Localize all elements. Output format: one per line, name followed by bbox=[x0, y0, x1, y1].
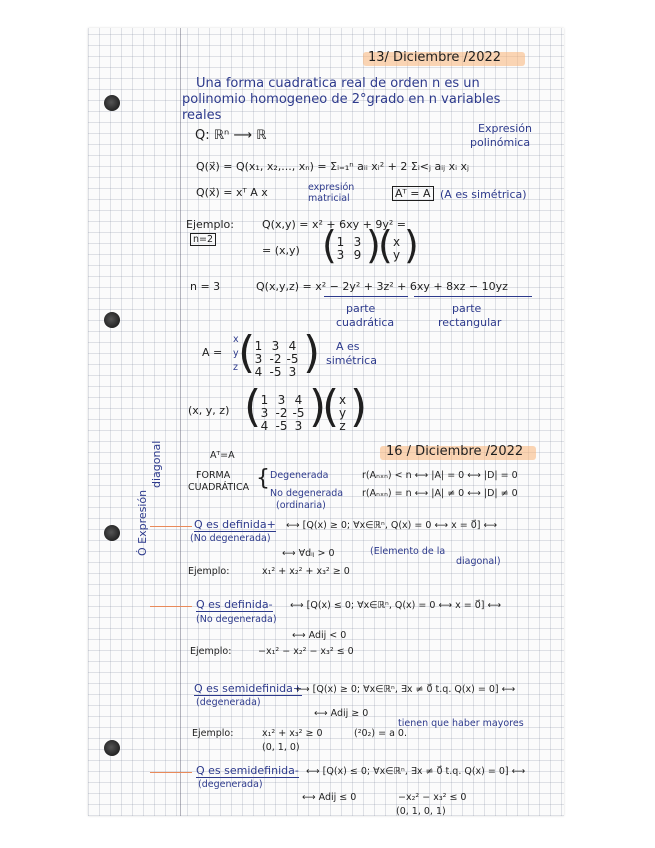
matrix-paren: ( bbox=[322, 223, 337, 267]
matrix-cell: 3 bbox=[336, 248, 345, 262]
vector-paren: ) bbox=[404, 223, 419, 267]
sum-formula: Q(x⃗) = Q(x₁, x₂,..., xₙ) = Σᵢ₌₁ⁿ aᵢᵢ xᵢ² + 2 Σᵢ<ⱼ aᵢⱼ xᵢ xⱼ bbox=[196, 160, 469, 173]
matrix-paren: ) bbox=[366, 223, 381, 267]
matrix-cell: 3 bbox=[260, 406, 269, 420]
label-expresion: Expresión bbox=[478, 122, 532, 135]
no-degenerada-condition: r(Aₙₓₙ) = n ⟷ |A| ≠ 0 ⟷ |D| ≠ 0 bbox=[362, 488, 518, 499]
pos-semidef-label: Q es semidefinida+ bbox=[194, 682, 303, 695]
pos-semidef-condition: ⟷ [Q(x) ≥ 0; ∀x∈ℝⁿ, ∃x ≠ 0⃗ t.q. Q(x) = 0] ⟷ bbox=[296, 684, 516, 695]
matrix-cell: -5 bbox=[269, 365, 282, 379]
matrix-cell: 1 bbox=[260, 393, 269, 407]
neg-def-adij: ⟷ Adij < 0 bbox=[292, 630, 347, 641]
date-heading: 16 / Diciembre /2022 bbox=[386, 444, 524, 459]
pos-def-condition: ⟷ [Q(x) ≥ 0; ∀x∈ℝⁿ, Q(x) = 0 ⟷ x = 0⃗] ⟷ bbox=[286, 520, 498, 531]
example1-vector bbox=[388, 236, 405, 262]
vector-cell: y bbox=[392, 248, 401, 262]
pos-semidef-example-sub: (0, 1, 0) bbox=[262, 742, 300, 753]
neg-semidef-label: Q es semidefinida- bbox=[196, 764, 299, 777]
pos-def-example: x₁² + x₂² + x₃² ≥ 0 bbox=[262, 566, 350, 577]
date-heading: 13/ Diciembre /2022 bbox=[368, 50, 502, 65]
vertical-note: Ó Expresión bbox=[136, 489, 149, 556]
pos-semidef-adij: ⟷ Adij ≥ 0 bbox=[314, 708, 369, 719]
parte-label: parte bbox=[452, 302, 482, 315]
A-matrix-copy bbox=[256, 394, 307, 433]
definition-line: Una forma cuadratica real de orden n es un bbox=[196, 76, 480, 91]
margin-line bbox=[180, 28, 181, 816]
brace: { bbox=[256, 466, 270, 491]
binder-hole bbox=[104, 95, 120, 111]
pos-def-note: (Elemento de la bbox=[370, 546, 446, 557]
matrix-cell: 4 bbox=[294, 393, 303, 407]
rectangular-label: rectangular bbox=[438, 316, 502, 329]
vertical-note: diagonal bbox=[150, 440, 163, 488]
neg-semidef-sub: (degenerada) bbox=[198, 779, 263, 790]
orange-pointer bbox=[150, 772, 192, 773]
matrix-cell: 4 bbox=[288, 339, 297, 353]
example-label: Ejemplo: bbox=[192, 728, 234, 739]
brace-rectangular bbox=[414, 296, 532, 297]
matrix-cell: -2 bbox=[269, 352, 282, 366]
vector-cell: z bbox=[339, 419, 346, 433]
degenerada-label: Degenerada bbox=[270, 470, 329, 481]
label-expresion-matricial: expresión bbox=[308, 182, 355, 193]
cuadratica-label: CUADRÁTICA bbox=[188, 482, 250, 493]
symmetric-note: (A es simétrica) bbox=[440, 188, 527, 201]
example1-matrix bbox=[332, 236, 366, 262]
binder-hole bbox=[104, 312, 120, 328]
binder-hole bbox=[104, 740, 120, 756]
no-degenerada-label: No degenerada bbox=[270, 488, 344, 499]
matrix-paren: ( bbox=[238, 327, 256, 378]
example-label: Ejemplo: bbox=[190, 646, 232, 657]
neg-semidef-example: −x₂² − x₃² ≤ 0 bbox=[398, 792, 467, 803]
example1-line1: Q(x,y) = x² + 6xy + 9y² = bbox=[262, 218, 406, 231]
matrix-cell: 3 bbox=[271, 339, 280, 353]
A-label: A = bbox=[202, 346, 223, 359]
matrix-cell: -2 bbox=[275, 406, 288, 420]
pos-def-sub: (No degenerada) bbox=[190, 533, 271, 544]
matrix-cell: 3 bbox=[288, 365, 297, 379]
vector-paren: ( bbox=[378, 223, 393, 267]
n2-label: n=2 bbox=[190, 233, 216, 246]
neg-semidef-condition: ⟷ [Q(x) ≤ 0; ∀x∈ℝⁿ, ∃x ≠ 0⃗ t.q. Q(x) = 0] ⟷ bbox=[306, 766, 526, 777]
matrix-formula: Q(x⃗) = xᵀ A x bbox=[196, 186, 268, 199]
var-x: x bbox=[233, 334, 239, 345]
pos-def-label: Q es definida+ bbox=[194, 518, 276, 531]
parte-label: parte bbox=[346, 302, 376, 315]
neg-def-label: Q es definida- bbox=[196, 598, 273, 611]
neg-def-example: −x₁² − x₂² − x₃² ≤ 0 bbox=[258, 646, 354, 657]
AtA-note: Aᵀ=A bbox=[210, 450, 235, 461]
matrix-cell: 3 bbox=[353, 235, 362, 249]
matrix-paren: ) bbox=[309, 381, 327, 432]
forma-label: FORMA bbox=[196, 470, 231, 481]
vector-paren: ( bbox=[322, 381, 340, 432]
var-z: z bbox=[233, 362, 238, 373]
vector-cell: x bbox=[338, 393, 347, 407]
vector-paren: ) bbox=[350, 381, 368, 432]
n3-label: n = 3 bbox=[190, 280, 221, 293]
matrix-paren: ) bbox=[303, 327, 321, 378]
pos-semidef-example: x₁² + x₃² ≥ 0 bbox=[262, 728, 323, 739]
pos-semidef-note: tienen que haber mayores bbox=[398, 718, 524, 729]
vector-cell: y bbox=[338, 406, 347, 420]
binder-hole bbox=[104, 525, 120, 541]
matrix-cell: -5 bbox=[286, 352, 299, 366]
pos-def-note: diagonal) bbox=[456, 556, 501, 567]
orange-pointer bbox=[150, 606, 192, 607]
mapping: Q: ℝⁿ ⟶ ℝ bbox=[195, 128, 267, 143]
matrix-paren: ( bbox=[244, 381, 262, 432]
matrix-cell: 3 bbox=[254, 352, 263, 366]
example-label: Ejemplo: bbox=[186, 218, 234, 231]
definition-line: reales bbox=[182, 108, 222, 123]
xyz-column-vector bbox=[334, 394, 351, 433]
matrix-cell: 3 bbox=[294, 419, 303, 433]
A-matrix bbox=[250, 340, 301, 379]
example1-line2: = (x,y) bbox=[262, 244, 300, 257]
pos-semidef-sub: (degenerada) bbox=[196, 697, 261, 708]
neg-def-sub: (No degenerada) bbox=[196, 614, 277, 625]
neg-def-condition: ⟷ [Q(x) ≤ 0; ∀x∈ℝⁿ, Q(x) = 0 ⟷ x = 0⃗] ⟷ bbox=[290, 600, 502, 611]
example-label: Ejemplo: bbox=[188, 566, 230, 577]
example2-line1: Q(x,y,z) = x² − 2y² + 3z² + 6xy + 8xz − 10yz bbox=[256, 280, 508, 293]
brace-quadratic bbox=[324, 296, 408, 297]
symmetric-box: Aᵀ = A bbox=[392, 186, 434, 201]
cuadratica-label: cuadrática bbox=[336, 316, 395, 329]
xyz-row-vector: (x, y, z) bbox=[188, 404, 230, 417]
neg-semidef-example-sub: (0, 1, 0, 1) bbox=[396, 806, 446, 817]
pos-def-adij: ⟷ ∀dᵢⱼ > 0 bbox=[282, 548, 335, 559]
matrix-cell: -5 bbox=[292, 406, 305, 420]
var-y: y bbox=[233, 348, 239, 359]
matrix-cell: 1 bbox=[254, 339, 263, 353]
ordinaria-label: (ordinaria) bbox=[276, 500, 326, 511]
definition-line: polinomio homogeneo de 2°grado en n variables bbox=[182, 92, 501, 107]
orange-pointer bbox=[150, 526, 192, 527]
matrix-cell: 3 bbox=[277, 393, 286, 407]
matrix-cell: 4 bbox=[260, 419, 269, 433]
pos-semidef-vector: (²0₂) = a 0. bbox=[354, 728, 407, 739]
label-matricial: matricial bbox=[308, 193, 350, 204]
neg-semidef-adij: ⟷ Adij ≤ 0 bbox=[302, 792, 357, 803]
vector-cell: x bbox=[392, 235, 401, 249]
A-sym-note: simétrica bbox=[326, 354, 377, 367]
label-polinomica: polinómica bbox=[470, 136, 531, 149]
A-sym-note: A es bbox=[336, 340, 360, 353]
matrix-cell: 4 bbox=[254, 365, 263, 379]
matrix-cell: -5 bbox=[275, 419, 288, 433]
degenerada-condition: r(Aₙₓₙ) < n ⟷ |A| = 0 ⟷ |D| = 0 bbox=[362, 470, 518, 481]
matrix-cell: 1 bbox=[336, 235, 345, 249]
matrix-cell: 9 bbox=[353, 248, 362, 262]
